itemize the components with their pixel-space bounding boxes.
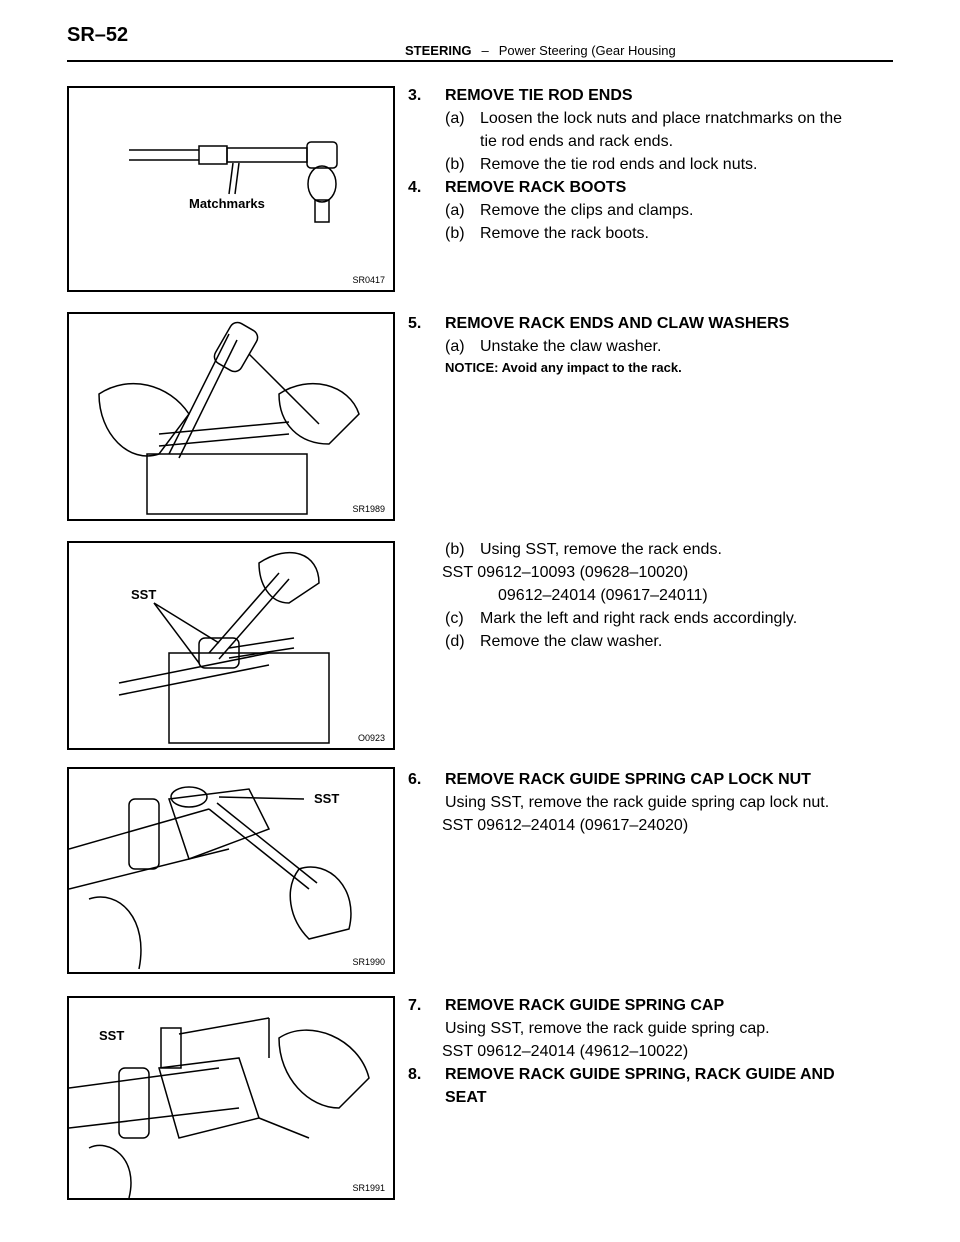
step-5b-sst-2: 09612–24014 (09617–24011) — [498, 587, 708, 604]
rack-end-illustration — [69, 543, 393, 748]
figure-remove-spring-cap — [67, 996, 395, 1200]
step-3-title: 3. REMOVE TIE ROD ENDS — [408, 87, 633, 104]
figure-id: O0923 — [357, 733, 385, 743]
step-5d: (d) Remove the claw washer. — [445, 633, 663, 650]
step-5b-sst: SST 09612–10093 (09628–10020) — [442, 564, 689, 581]
figure-id: SR1989 — [352, 504, 385, 514]
section-title: STEERING — [405, 43, 472, 58]
steps-7-8 — [400, 994, 900, 1109]
step-5b: (b) Using SST, remove the rack ends. — [445, 541, 722, 558]
step-5-title: 5. REMOVE RACK ENDS AND CLAW WASHERS — [408, 315, 790, 332]
step-4b: (b) Remove the rack boots. — [445, 225, 649, 242]
step-6 — [400, 768, 900, 837]
step-3a: (a) Loosen the lock nuts and place rnatchmarks on the — [445, 110, 842, 127]
separator: – — [481, 43, 489, 58]
lock-nut-illustration — [69, 769, 393, 972]
figure-tie-rod-matchmarks — [67, 86, 395, 292]
step-6-sst: SST 09612–24014 (09617–24020) — [442, 817, 689, 834]
step-7-sst: SST 09612–24014 (49612–10022) — [442, 1043, 689, 1060]
figure-id: SR1990 — [352, 957, 385, 967]
matchmarks-label: Matchmarks — [189, 196, 265, 211]
sst-label: SST — [131, 587, 157, 602]
subsection-title: Power Steering (Gear Housing — [498, 43, 676, 58]
step-4-title: 4. REMOVE RACK BOOTS — [408, 179, 627, 196]
figure-id: SR1991 — [352, 1183, 385, 1193]
steps-3-4 — [400, 84, 900, 245]
figure-remove-rack-ends — [67, 541, 395, 750]
page-number: SR–52 — [67, 24, 129, 46]
figure-id: SR0417 — [352, 275, 385, 285]
sst-label: SST — [314, 791, 340, 806]
step-8-title: 8. REMOVE RACK GUIDE SPRING, RACK GUIDE AND — [408, 1066, 835, 1083]
sst-label: SST — [99, 1028, 125, 1043]
step-4a: (a) Remove the clips and clamps. — [445, 202, 694, 219]
header-rule — [67, 60, 893, 62]
figure-unstake-claw-washer — [67, 312, 395, 521]
step-3b: (b) Remove the tie rod ends and lock nuts. — [445, 156, 758, 173]
step-6-title: 6. REMOVE RACK GUIDE SPRING CAP LOCK NUT — [408, 771, 811, 788]
step-3a-cont: tie rod ends and rack ends. — [480, 133, 674, 150]
step-8-title-cont: SEAT — [445, 1089, 487, 1106]
step-5 — [400, 312, 900, 378]
tie-rod-illustration — [69, 88, 393, 290]
running-header — [405, 43, 676, 58]
step-7-text: Using SST, remove the rack guide spring cap. — [445, 1020, 770, 1037]
step-7-title: 7. REMOVE RACK GUIDE SPRING CAP — [408, 997, 725, 1014]
step-6-text: Using SST, remove the rack guide spring cap lock nut. — [445, 794, 830, 811]
step-5c: (c) Mark the left and right rack ends accordingly. — [445, 610, 798, 627]
step-5-continued — [400, 538, 900, 653]
step-5a: (a) Unstake the claw washer. — [445, 338, 662, 355]
notice: NOTICE: Avoid any impact to the rack. — [445, 360, 682, 375]
unstake-illustration — [69, 314, 393, 519]
figure-remove-lock-nut — [67, 767, 395, 974]
